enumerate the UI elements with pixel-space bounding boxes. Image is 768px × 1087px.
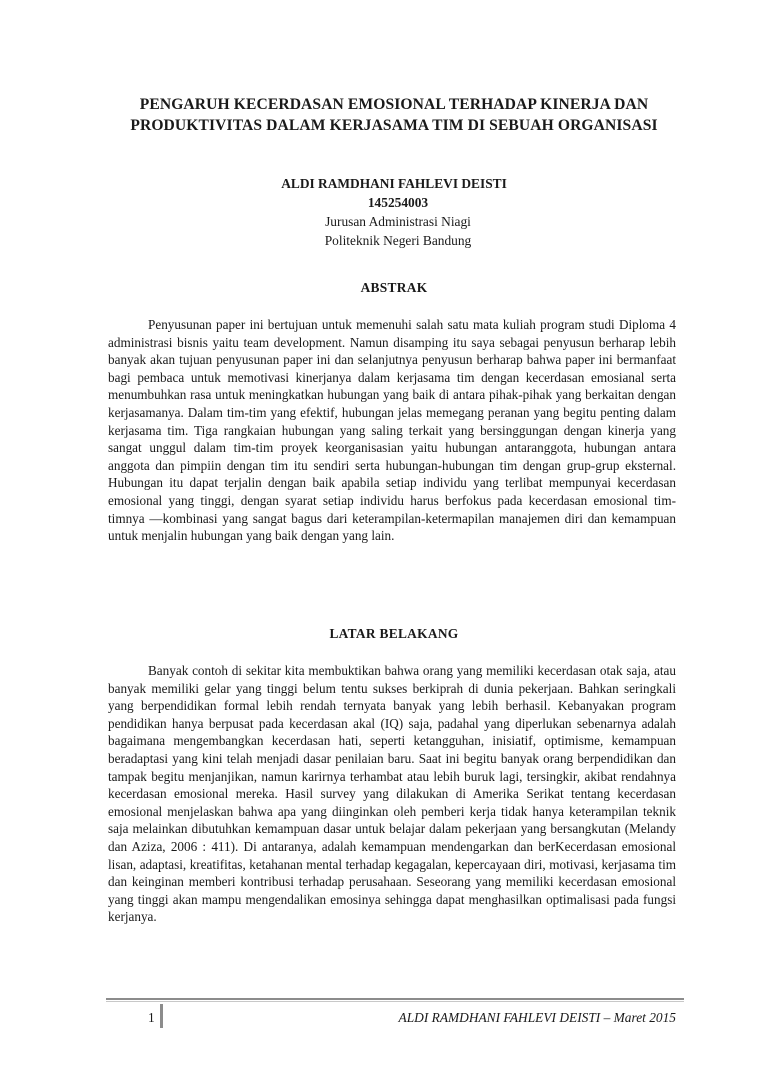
abstract-heading: ABSTRAK [360, 280, 428, 295]
footer-divider-shadow [106, 1001, 684, 1002]
abstract-paragraph: Penyusunan paper ini bertujuan untuk memenuhi salah satu mata kuliah program studi Diploma 4 administrasi bisnis yaitu team development. Namun disamping itu saya sebagai penyusun berharap lebih banyak akan tujuan penyusunan paper ini dan selanjutnya penyusun berharap bahwa paper ini bermanfaat bagi pembaca untuk memotivasi kinerjanya dalam kerjasama tim dengan kecerdasan emosianal serta menumbuhkan rasa untuk meningkatkan hubungan yang baik di antara pihak-pihak yang berkaitan dengan kerjasamanya. Dalam tim-tim yang efektif, hubungan jelas memegang peranan yang begitu penting dalam kerjasama tim. Tiga rangkaian hubungan yang saling terkait yang bersinggungan dengan kinerja yang sangat unggul dalam tim-tim proyek keorganisasian yaitu hubungan antaranggota, hubungan antara anggota dan pimpiin dengan tim itu sendiri serta hubungan-hubungan tim dengan grup-grup eksternal. Hubungan itu dapat terjalin dengan baik apabila setiap individu yang terlibat mempunyai kecerdasan emosional yang tinggi, dengan syarat setiap individu harus berfokus pada kecerdasan emosional tim-timnya —kombinasi yang sangat bagus dari keterampilan-ketermapilan manajemen diri dan kemampuan untuk menjalin hubungan yang baik dengan yang lain. [108, 317, 676, 544]
page-number-bar [160, 1004, 163, 1028]
page-number: 1 [148, 1010, 155, 1025]
department: Jurusan Administrasi Niagi [325, 214, 471, 229]
footer-divider [106, 998, 684, 1000]
background-paragraph: Banyak contoh di sekitar kita membuktikan bahwa orang yang memiliki kecerdasan otak saja, atau banyak memiliki gelar yang tinggi belum tentu sukses berkiprah di dunia pekerjaan. Bahkan seringkali yang berpendidikan formal lebih rendah ternyata banyak yang lebih berhasil. Kebanyakan program pendidikan hanya berpusat pada kecerdasan akal (IQ) saja, padahal yang diperlukan sebenarnya adalah bagaimana mengembangkan kecerdasan hati, seperti ketangguhan, inisiatif, optimisme, kemampuan beradaptasi yang kini telah menjadi dasar penilaian baru. Saat ini begitu banyak orang berpendidikan dan tampak begitu menjanjikan, namun karirnya terhambat atau lebih buruk lagi, tersingkir, akibat rendahnya kecerdasan emosional mereka. Hasil survey yang dilakukan di Amerika Serikat tentang kecerdasan emosional menjelaskan bahwa apa yang diinginkan oleh pemberi kerja tidak hanya keterampilan teknik saja melainkan dibutuhkan kemampuan dasar untuk belajar dalam pekerjaan yang bersangkutan (Melandy dan Aziza, 2006 : 411). Di antaranya, adalah kemampuan mendengarkan dan berKecerdasan emosional lisan, adaptasi, kreatifitas, ketahanan mental terhadap kegagalan, kepercayaan diri, motivasi, kerjasama tim dan keinginan memberi kontribusi terhadap perusahaan. Seseorang yang memiliki kecerdasan emosional yang tinggi akan mampu mengendalikan emosinya sehingga dapat menghasilkan optimalisasi pada fungsi kerjanya. [108, 663, 676, 925]
student-id: 145254003 [367, 195, 429, 210]
author-block [108, 174, 680, 250]
paper-title: PENGARUH KECERDASAN EMOSIONAL TERHADAP KINERJA DAN PRODUKTIVITAS DALAM KERJASAMA TIM DI SEBUAH ORGANISASI [130, 96, 658, 134]
footer-author-date: ALDI RAMDHANI FAHLEVI DEISTI – Maret 2015 [398, 1010, 676, 1025]
background-heading: LATAR BELAKANG [329, 626, 459, 641]
author-name: ALDI RAMDHANI FAHLEVI DEISTI [281, 176, 507, 191]
institution: Politeknik Negeri Bandung [324, 233, 472, 248]
